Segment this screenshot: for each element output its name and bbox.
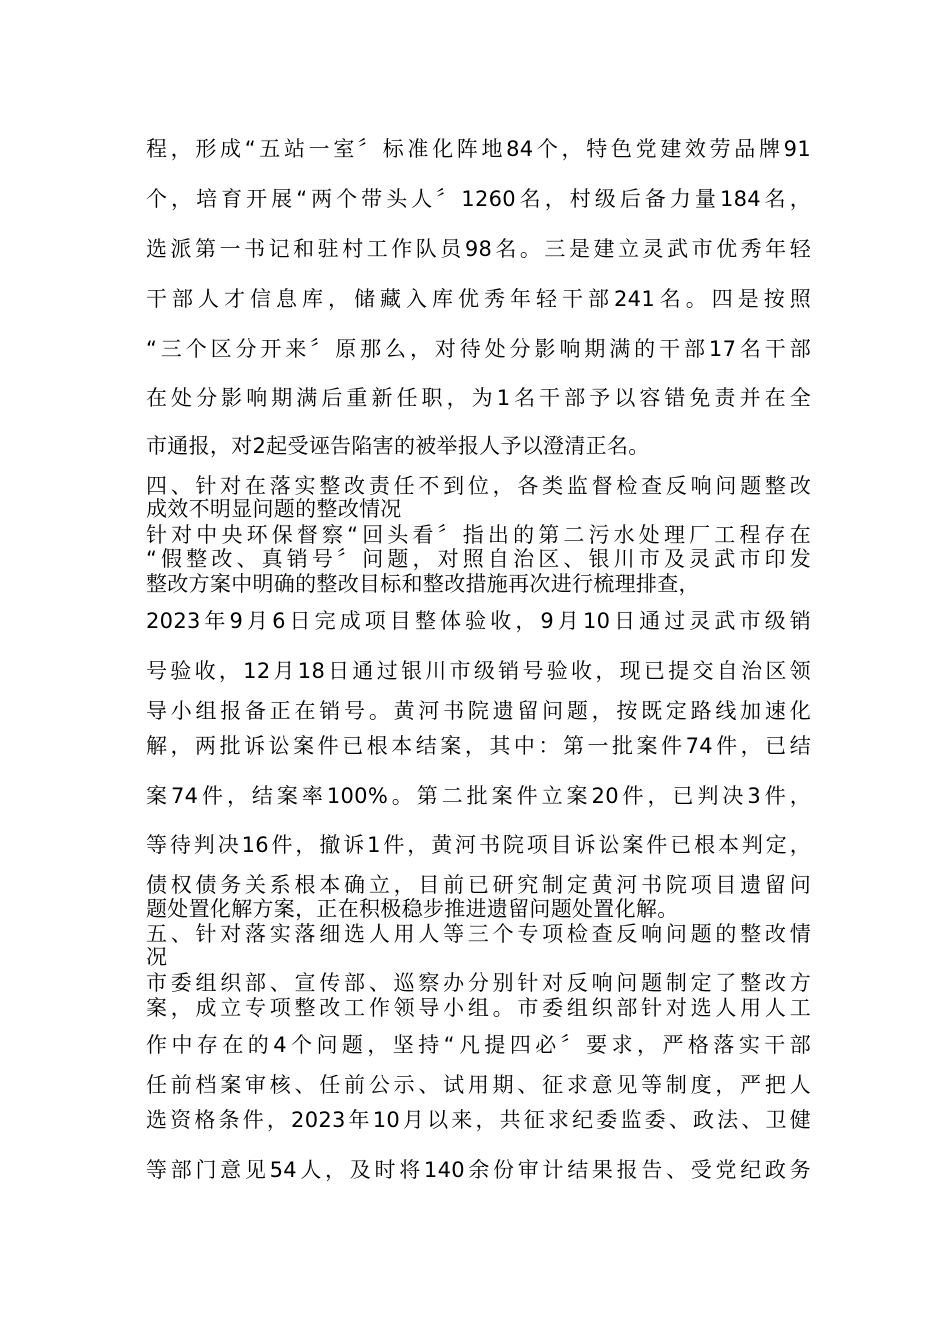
- text-line: 针对中央环保督察“回头看〞指出的第二污水处理厂工程存在: [146, 523, 811, 547]
- text-line: 个，培育开展“两个带头人〞1260名，村级后备力量184名，: [146, 187, 811, 211]
- text-line: 案，成立专项整改工作领导小组。市委组织部针对选人用人工: [146, 996, 811, 1020]
- text-line: 等待判决16件，撤诉1件，黄河书院项目诉讼案件已根本判定，: [146, 833, 811, 857]
- text-line: 题处置化解方案，正在积极稳步推进遗留问题处置化解。: [146, 897, 679, 921]
- text-line: 市通报，对2起受诬告陷害的被举报人予以澄清正名。: [146, 434, 650, 458]
- text-line: 干部人才信息库，储藏入库优秀年轻干部241名。四是按照: [146, 287, 811, 311]
- section-heading-4-cont: 成效不明显问题的整改情况: [146, 497, 402, 521]
- text-line: 案74件，结案率100%。第二批案件立案20件，已判决3件，: [146, 784, 811, 808]
- text-line: “三个区分开来〞原那么，对待处分影响期满的干部17名干部: [146, 337, 811, 361]
- text-line: 等部门意见54人，及时将140余份审计结果报告、受党纪政务: [146, 1158, 811, 1182]
- text-line: 整改方案中明确的整改目标和整改措施再次进行梳理排查，: [146, 572, 700, 596]
- text-line: 号验收，12月18日通过银川市级销号验收，现已提交自治区领: [146, 659, 811, 683]
- text-line: 解，两批诉讼案件已根本结案，其中：第一批案件74件，已结: [146, 734, 811, 758]
- section-heading-4: 四、针对在落实整改责任不到位，各类监督检查反响问题整改: [146, 474, 811, 498]
- text-line: 债权债务关系根本确立，目前已研究制定黄河书院项目遗留问: [146, 873, 811, 897]
- text-line: “假整改、真销号〞问题，对照自治区、银川市及灵武市印发: [146, 547, 811, 571]
- text-line: 导小组报备正在销号。黄河书院遗留问题，按既定路线加速化: [146, 699, 811, 723]
- text-line: 任前档案审核、任前公示、试用期、征求意见等制度，严把人: [146, 1073, 811, 1097]
- section-heading-5: 五、针对落实落细选人用人等三个专项检查反响问题的整改情: [146, 922, 811, 946]
- text-line: 作中存在的4个问题，坚持“凡提四必〞要求，严格落实干部: [146, 1033, 811, 1057]
- text-line: 2023年9月6日完成项目整体验收，9月10日通过灵武市级销: [146, 609, 811, 633]
- text-line: 选资格条件，2023年10月以来，共征求纪委监委、政法、卫健: [146, 1108, 811, 1132]
- section-heading-5-cont: 况: [146, 945, 168, 969]
- text-line: 选派第一书记和驻村工作队员98名。三是建立灵武市优秀年轻: [146, 237, 811, 261]
- text-line: 市委组织部、宣传部、巡察办分别针对反响问题制定了整改方: [146, 971, 811, 995]
- text-line: 程，形成“五站一室〞标准化阵地84个，特色党建效劳品牌91: [146, 137, 811, 161]
- text-line: 在处分影响期满后重新任职，为1名干部予以容错免责并在全: [146, 386, 811, 410]
